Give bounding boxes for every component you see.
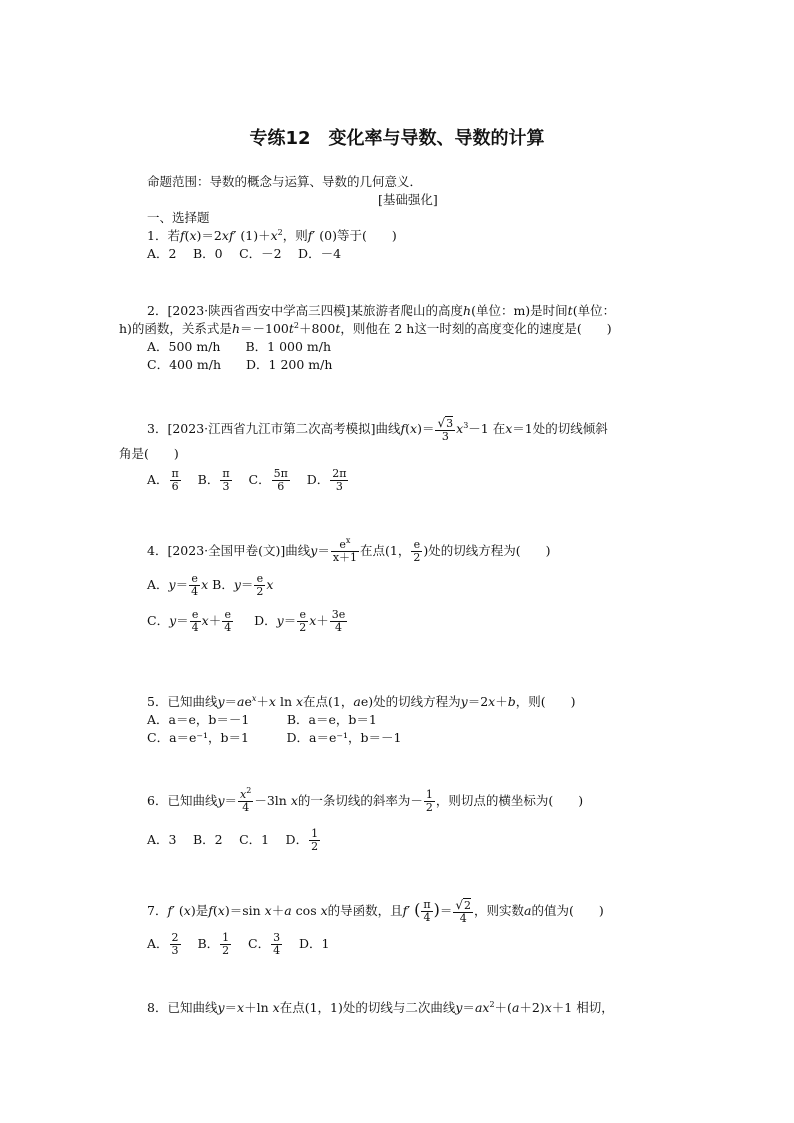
section-tag: [基础强化] <box>378 192 438 207</box>
question-3-stem-line1: 3．[2023·江西省九江市第二次高考模拟]曲线f(x)＝ $\frac{√3}{3}$ $x^3-1$ 在x＝1处的切线倾斜 <box>147 415 608 443</box>
question-8-stem: 8．已知曲线y＝x＋ln x在点(1，1)处的切线与二次曲线$y=ax^2+(a+2)x+1$ 相切， <box>147 1000 614 1015</box>
question-1-options: A．2 B．0 C．－2 D．－4 <box>147 246 342 261</box>
question-3-stem-line2: 角是( ) <box>119 446 179 461</box>
question-4-stem: 4．[2023·全国甲卷(文)]曲线y＝ $\frac{e^x}{x+1}$ 在点(1， $\frac{e}{2}$ )处的切线方程为( ) <box>147 536 551 564</box>
question-5-options-row2: C．a＝e⁻¹，b＝1 D．a＝e⁻¹，b＝－1 <box>147 730 402 745</box>
question-4-options-row1: A．y＝ $\frac{e}{4}$ x B．y＝ $\frac{e}{2}$ x <box>147 572 274 598</box>
question-3-options: A． $\frac{\pi}{6}$ B． $\frac{\pi}{3}$ C． $\frac{5\pi}{6}$ D． $\frac{2\pi}{3}$ <box>147 467 347 493</box>
question-6-options: A．3 B．2 C．1 D． $\frac{1}{2}$ <box>147 827 319 853</box>
question-2-stem-line1: 2．[2023·陕西省西安中学高三四模]某旅游者爬山的高度h(单位：m)是时间t(单位： <box>147 303 616 318</box>
question-1-stem: 1．若f(x)＝2xf′ $(1)+x^2$，则f′ (0)等于( ) <box>147 228 397 243</box>
question-6-stem: 6．已知曲线y＝ $\frac{x^2}{4}$ －3ln x的一条切线的斜率为－ $\frac{1}{2}$ ，则切点的横坐标为( ) <box>147 786 584 814</box>
question-2-options-row1: A．500 m/h B．1 000 m/h <box>147 339 332 354</box>
question-4-options-row2: C．y＝ $\frac{e}{4}$ x＋ $\frac{e}{4}$ D．y＝ $\frac{e}{2}$ x＋ $\frac{3e}{4}$ <box>147 608 346 634</box>
scope-text: 命题范围：导数的概念与运算、导数的几何意义． <box>147 174 423 189</box>
question-2-stem-line2: h)的函数，关系式是$h=-100t^2+800t$，则他在 2 h这一时刻的高度变化的速度是( ) <box>119 321 612 336</box>
question-7-options: A． $\frac{2}{3}$ B． $\frac{1}{2}$ C． $\frac{3}{4}$ D．1 <box>147 931 330 957</box>
page-title: 专练12 变化率与导数、导数的计算 <box>249 128 545 149</box>
section-heading: 一、选择题 <box>147 210 210 225</box>
fraction: $\frac{√3}{3}$ <box>437 415 454 443</box>
question-7-stem: 7．f′ (x)是f(x)＝sin x＋a cos x的导函数，且f′ ( $\frac{\pi}{4}$ )＝ $\frac{√2}{4}$ ，则实数a的值为( ) <box>147 897 604 925</box>
question-2-options-row2: C．400 m/h D．1 200 m/h <box>147 357 333 372</box>
question-5-options-row1: A．a＝e，b＝－1 B．a＝e，b＝1 <box>147 712 377 727</box>
question-5-stem: 5．已知曲线$y=ae^x+x$ ln x在点(1，ae)处的切线方程为y＝2x＋b，则( ) <box>147 694 576 709</box>
